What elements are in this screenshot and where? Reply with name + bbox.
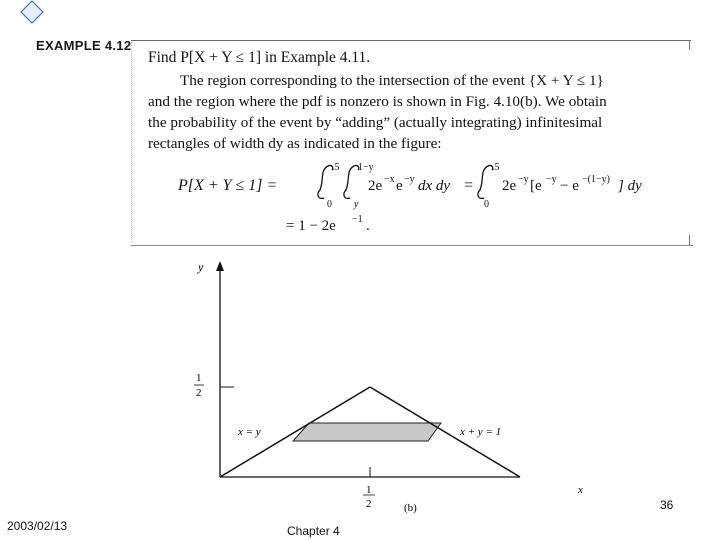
left-rule	[131, 42, 132, 242]
x-tick-denominator: 2	[366, 498, 372, 510]
text-line-4: rectangles of width dy as indicated in the figure:	[148, 135, 442, 152]
outer-lower-limit-2: 0	[484, 199, 489, 210]
left-line-label: x = y	[238, 426, 261, 438]
exponent-minus-y: −y	[404, 174, 415, 185]
right-bracket-top	[689, 40, 690, 50]
right-bracket-bottom	[689, 235, 690, 245]
equals-sign: =	[464, 177, 474, 194]
page-number: 36	[660, 498, 674, 512]
y-axis-label: y	[198, 260, 204, 274]
integration-strip	[293, 423, 441, 441]
integrand-2e: 2e	[368, 178, 383, 194]
problem-statement: Find P[X + Y ≤ 1] in Example 4.11.	[148, 49, 371, 66]
text-line-1: The region corresponding to the intersection of the event {X + Y ≤ 1}	[180, 72, 604, 89]
inner-lower-limit: y	[354, 199, 359, 210]
diamond-bullet-icon	[20, 0, 44, 24]
outer-upper-limit-1: .5	[332, 162, 340, 173]
outer-upper-limit-2: .5	[492, 162, 500, 173]
result-period: .	[366, 218, 370, 234]
bracket-e: [e	[530, 178, 542, 194]
probability-equation	[178, 160, 678, 240]
integrand-e: e	[396, 178, 403, 194]
x-tick-numerator: 1	[366, 484, 372, 496]
minus-e: − e	[560, 178, 579, 194]
text-line-3: the probability of the event by “adding” (actually integrating) infinitesimal	[148, 114, 603, 131]
differentials: dx dy	[418, 178, 451, 194]
region-figure	[190, 255, 610, 520]
close-dy: ] dy	[618, 178, 642, 194]
result: = 1 − 2e	[286, 218, 336, 234]
footer-chapter: Chapter 4	[287, 524, 340, 538]
bottom-rule	[131, 245, 693, 246]
exponent-minus-one-minus-y: −(1−y)	[582, 174, 610, 185]
y-axis-arrow-icon	[216, 261, 224, 271]
text-line-2: and the region where the pdf is nonzero is shown in Fig. 4.10(b). We obtain	[148, 93, 607, 110]
figure-caption: (b)	[404, 502, 417, 514]
result-exponent: −1	[352, 214, 363, 225]
y-tick-denominator: 2	[196, 387, 202, 399]
equation-lhs: P[X + Y ≤ 1] =	[178, 177, 278, 194]
integrand-2e-second: 2e	[502, 178, 517, 194]
exponent-minus-y-2: −y	[518, 174, 529, 185]
footer-date: 2003/02/13	[7, 519, 68, 533]
outer-lower-limit-1: 0	[327, 199, 332, 210]
top-rule	[131, 40, 691, 41]
exponent-minus-y-3: −y	[546, 174, 557, 185]
exponent-minus-x: −x	[384, 174, 395, 185]
inner-upper-limit: 1−y	[358, 162, 374, 173]
x-axis-label: x	[578, 484, 583, 496]
example-label: EXAMPLE 4.12	[36, 38, 132, 53]
right-line-label: x + y = 1	[460, 426, 502, 438]
y-tick-numerator: 1	[196, 372, 202, 384]
